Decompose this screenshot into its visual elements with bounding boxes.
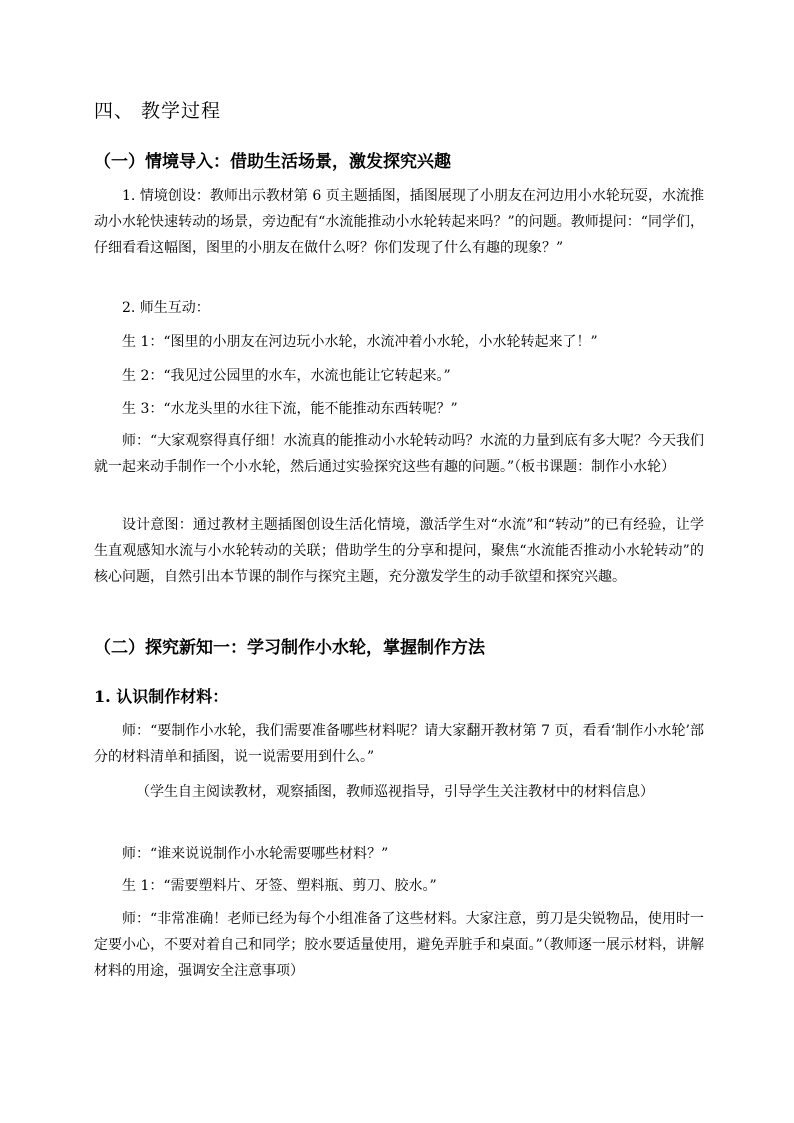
part2-paragraph-1: 师：“要制作小水轮，我们需要准备哪些材料呢？请大家翻开教材第 7 页，看看‘制作小水轮’部分的材料清单和插图，说一说需要用到什么。” <box>94 723 704 765</box>
part2-paragraph-5: 师：“非常准确！老师已经为每个小组准备了这些材料。大家注意，剪刀是尖锐物品，使用时一定要小心，不要对着自己和同学；胶水要适量使用，避免弄脏手和桌面。”（教师逐一展示材料，讲解材料的用途，强调安全注意事项） <box>94 911 704 979</box>
part1-paragraph-6: 师：“大家观察得真仔细！水流真的能推动小水轮转动吗？水流的力量到底有多大呢？今天我们就一起来动手制作一个小水轮，然后通过实验探究这些有趣的问题。”（板书课题：制作小水轮） <box>94 433 704 475</box>
section-title: 四、 教学过程 <box>94 100 222 122</box>
part2-paragraph-2: （学生自主阅读教材，观察插图，教师巡视指导，引导学生关注教材中的材料信息） <box>136 784 654 800</box>
part1-paragraph-5: 生 3：“水龙头里的水往下流，能不能推动东西转呢？” <box>122 401 458 417</box>
part2-subheading: 1. 认识制作材料： <box>94 687 229 706</box>
part1-heading: （一）情境导入：借助生活场景，激发探究兴趣 <box>94 152 451 172</box>
part1-paragraph-2: 2. 师生互动： <box>122 300 210 316</box>
part1-paragraph-7: 设计意图：通过教材主题插图创设生活化情境，激活学生对“水流”和“转动”的已有经验，让学生直观感知水流与小水轮转动的关联；借助学生的分享和提问，聚焦“水流能否推动小水轮转动”的核心问题，自然引出本节课的制作与探究主题，充分激发学生的动手欲望和探究兴趣。 <box>94 517 704 585</box>
part2-heading: （二）探究新知一：学习制作小水轮，掌握制作方法 <box>94 638 485 658</box>
part1-paragraph-3: 生 1：“图里的小朋友在河边玩小水轮，水流冲着小水轮，小水轮转起来了！” <box>122 334 598 350</box>
part1-paragraph-1: 1. 情境创设：教师出示教材第 6 页主题插图，插图展现了小朋友在河边用小水轮玩耍，水流推动小水轮快速转动的场景，旁边配有“水流能推动小水轮转起来吗？”的问题。教师提问：“同学们，仔细看看这幅图，图里的小朋友在做什么呀？你们发现了什么有趣的现象？” <box>94 188 704 256</box>
part2-paragraph-3: 师：“谁来说说制作小水轮需要哪些材料？” <box>122 846 389 862</box>
part2-paragraph-4: 生 1：“需要塑料片、牙签、塑料瓶、剪刀、胶水。” <box>122 878 437 894</box>
part1-paragraph-4: 生 2：“我见过公园里的水车，水流也能让它转起来。” <box>122 368 451 384</box>
